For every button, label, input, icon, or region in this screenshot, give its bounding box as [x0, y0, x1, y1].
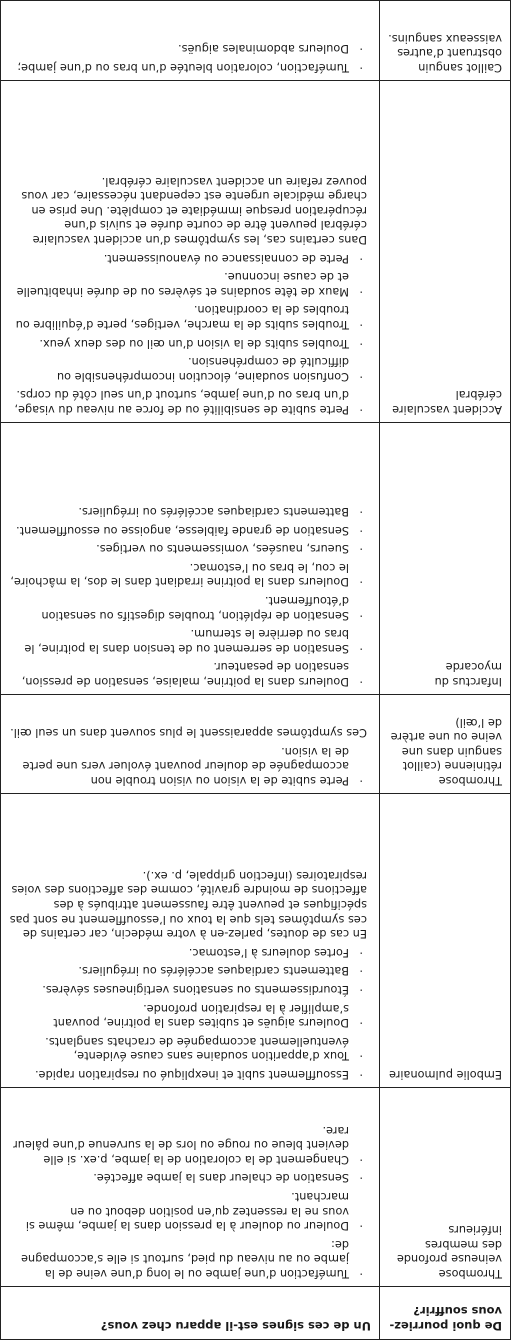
symptom-list	[9, 944, 367, 1081]
table-row	[1, 794, 511, 1088]
condition-cell: Caillot sanguin obstruant d’autres vaisseaux sanguins.	[380, 1, 511, 81]
symptom-item: · Toux d’apparition soudaine sans cause évidente, éventuellement accompagnée de crachats sanglants.	[9, 1033, 349, 1062]
symptom-item: · Maux de tête soudains et sévères ou de durée inhabituelle et de cause inconnue.	[9, 269, 349, 298]
symptom-item: · Douleurs abdominales aiguës.	[9, 41, 349, 56]
symptom-note: Ces symptômes apparaissent le plus souvent dans un seul œil.	[10, 726, 367, 740]
symptom-item: · Sensation de chaleur dans la jambe affectée.	[9, 1170, 349, 1185]
header-condition: De quoi pourriez-vous souffrir?	[380, 1287, 511, 1340]
symptom-item: · Confusion soudaine, élocution incompréhensible ou difficulté de compréhension.	[9, 354, 349, 383]
symptom-item: · Douleurs dans la poitrine, malaise, sensation de pression, sensation de pesanteur.	[9, 659, 349, 688]
symptoms-cell	[1, 81, 380, 423]
table-row	[1, 1088, 511, 1287]
symptom-item: · Troubles subits de la vision d’un œil ou des deux yeux.	[9, 335, 349, 350]
symptom-list	[9, 250, 367, 416]
symptom-list	[9, 503, 367, 688]
symptom-item: · Perte subite de sensibilité ou de force au niveau du visage, d’un bras ou d’une jambe, surtout d’un seul côté du corps.	[9, 387, 349, 416]
symptom-item: · Sueurs, nausées, vomissements ou vertiges.	[9, 541, 349, 556]
table-row	[1, 695, 511, 794]
symptom-item: · Troubles subits de la marche, vertiges, perte d’équilibre ou troubles de la coordination.	[9, 302, 349, 331]
condition-cell: Embolie pulmonaire	[380, 794, 511, 1088]
symptom-item: · Douleurs dans la poitrine irradiant dans le dos, la mâchoire, le cou, le bras ou l’estomac.	[9, 559, 349, 588]
condition-cell: Thrombose veineuse profonde des membres inférieurs	[380, 1088, 511, 1287]
symptom-item: · Perte de connaissance ou évanouissement.	[9, 250, 349, 265]
symptoms-cell	[1, 1, 380, 81]
symptom-item: · Douleurs aiguës et subites dans la poitrine, pouvant s’amplifier à la respiration profonde.	[9, 1000, 349, 1029]
symptom-item: · Sensation de grande faiblesse, angoisse ou essoufflement.	[9, 522, 349, 537]
symptoms-cell	[1, 794, 380, 1088]
symptom-item: · Sensation de serrement ou de tension dans la poitrine, le bras ou derrière le sternum.	[9, 626, 349, 655]
symptom-item: · Tuméfaction, coloration bleutée d’un bras ou d’une jambe;	[9, 59, 349, 74]
condition-cell: Thrombose rétinienne (caillot sanguin dans une veine ou une artère de l’œil)	[380, 695, 511, 794]
symptom-item: · Perte subite de la vision ou vision trouble non accompagnée de douleur pouvant évoluer vers une perte de la vision.	[9, 743, 349, 787]
symptom-note: En cas de doutes, parlez-en à votre médecin, car certains de ces symptômes tels que la toux ou l’essoufflement ne sont pas spécifiques et peuvent être faussement attribués à des affections de moindre gravité, comme des affections des voies respiratoires (infection grippale, p. ex.).	[9, 868, 367, 941]
condition-cell: Infarctus du myocarde	[380, 423, 511, 695]
symptoms-cell	[1, 695, 380, 794]
table-row	[1, 81, 511, 423]
symptom-note: Dans certains cas, les symptômes d’un accident vasculaire cérébral peuvent être de courte durée et suivis d’une récupération presque immédiate et complète. Une prise en charge médicale urgente est cependant nécessaire, car vous pouvez refaire un accident vasculaire cérébral.	[21, 174, 367, 247]
symptom-item: · Tuméfaction d’une jambe ou le long d’une veine de la jambe ou au niveau du pied, surtout si elle s’accompagne de:	[9, 1236, 349, 1280]
symptoms-cell	[1, 1088, 380, 1287]
symptom-item: · Essoufflement subit et inexpliqué ou respiration rapide.	[9, 1066, 349, 1081]
symptom-item: · Fortes douleurs à l’estomac.	[9, 944, 349, 959]
symptom-item: · Changement de la coloration de la jambe, p.ex. si elle devient bleue ou rouge ou lors de la survenue d’une pâleur rare.	[9, 1122, 349, 1166]
header-symptoms: Un de ces signes est-il apparu chez vous?	[1, 1287, 380, 1340]
symptom-list	[9, 1122, 367, 1280]
symptom-item: · Étourdissements ou sensations vertigineuses sévères.	[9, 981, 349, 996]
symptom-list	[9, 743, 367, 787]
symptoms-cell	[1, 423, 380, 695]
condition-cell: Accident vasculaire cérébral	[380, 81, 511, 423]
symptom-item: · Douleur ou douleur à la pression dans la jambe, même si vous ne la ressentez qu’en position debout ou en marchant.	[9, 1188, 349, 1232]
table-row	[1, 423, 511, 695]
symptom-item: · Battements cardiaques accélérés ou irréguliers.	[9, 503, 349, 518]
symptom-item: · Battements cardiaques accélérés ou irréguliers.	[9, 963, 349, 978]
symptom-list	[9, 41, 367, 74]
table-row	[1, 1, 511, 81]
symptom-item: · Sensation de réplétion, troubles digestifs ou sensation d’étouffement.	[9, 592, 349, 621]
table-header-row	[1, 1287, 511, 1340]
